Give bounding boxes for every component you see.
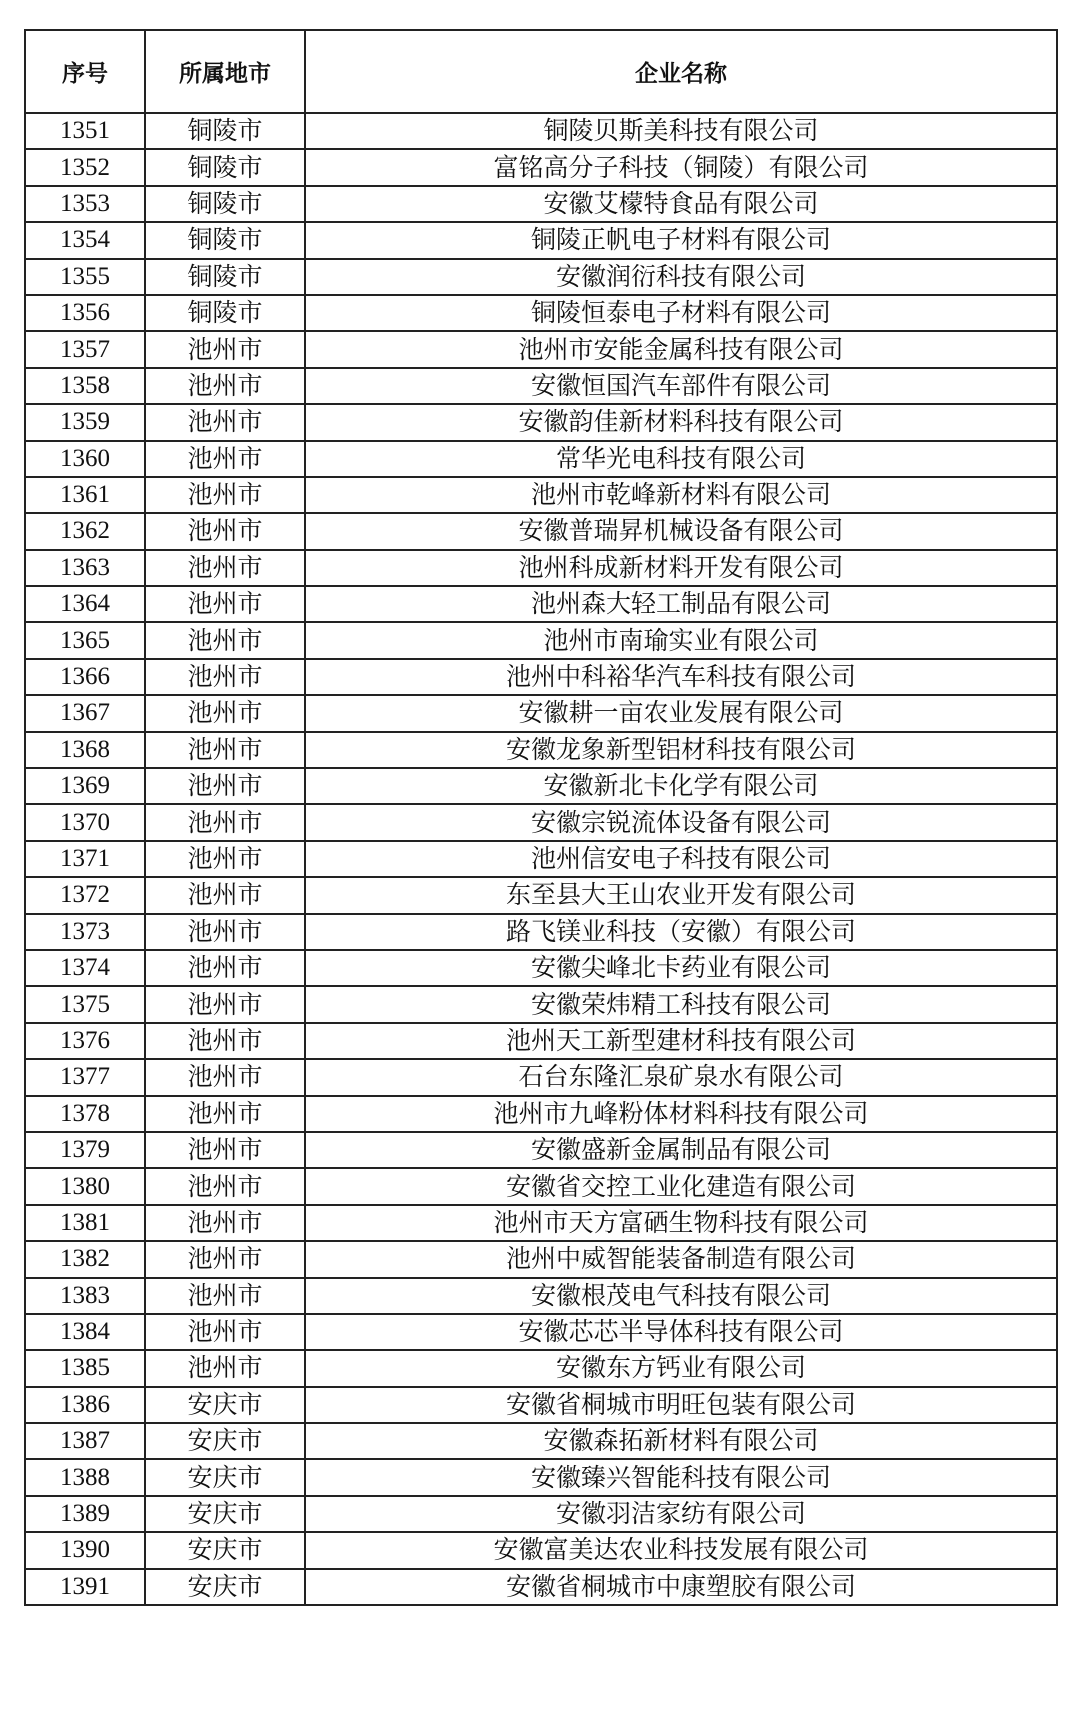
- city-cell: 池州市: [145, 986, 305, 1022]
- city-cell: 池州市: [145, 841, 305, 877]
- city-cell: 池州市: [145, 513, 305, 549]
- table-row: [25, 622, 1057, 658]
- serial-number-cell: 1375: [25, 986, 145, 1022]
- serial-number-cell: 1353: [25, 186, 145, 222]
- company-name-cell: 池州科成新材料开发有限公司: [305, 550, 1057, 586]
- city-cell: 池州市: [145, 1241, 305, 1277]
- company-name-cell: 池州天工新型建材科技有限公司: [305, 1023, 1057, 1059]
- company-name-cell: 池州中科裕华汽车科技有限公司: [305, 659, 1057, 695]
- company-name-cell: 安徽荣炜精工科技有限公司: [305, 986, 1057, 1022]
- table-row: [25, 295, 1057, 331]
- serial-number-cell: 1368: [25, 732, 145, 768]
- company-name-cell: 铜陵恒泰电子材料有限公司: [305, 295, 1057, 331]
- table-row: [25, 1278, 1057, 1314]
- table-row: [25, 1314, 1057, 1350]
- table-row: [25, 1350, 1057, 1386]
- city-cell: 铜陵市: [145, 113, 305, 149]
- company-name-cell: 安徽根茂电气科技有限公司: [305, 1278, 1057, 1314]
- company-name-cell: 池州中威智能装备制造有限公司: [305, 1241, 1057, 1277]
- serial-number-cell: 1356: [25, 295, 145, 331]
- table-row: [25, 804, 1057, 840]
- serial-number-cell: 1384: [25, 1314, 145, 1350]
- table-row: [25, 659, 1057, 695]
- table-row: [25, 768, 1057, 804]
- city-cell: 池州市: [145, 1278, 305, 1314]
- table-row: [25, 841, 1057, 877]
- serial-number-cell: 1364: [25, 586, 145, 622]
- city-cell: 池州市: [145, 768, 305, 804]
- serial-number-cell: 1360: [25, 441, 145, 477]
- city-cell: 安庆市: [145, 1387, 305, 1423]
- company-name-cell: 池州市天方富硒生物科技有限公司: [305, 1205, 1057, 1241]
- company-name-cell: 安徽新北卡化学有限公司: [305, 768, 1057, 804]
- company-name-cell: 富铭高分子科技（铜陵）有限公司: [305, 149, 1057, 185]
- table-row: [25, 877, 1057, 913]
- company-name-cell: 东至县大王山农业开发有限公司: [305, 877, 1057, 913]
- serial-number-cell: 1355: [25, 259, 145, 295]
- company-name-cell: 安徽东方钙业有限公司: [305, 1350, 1057, 1386]
- table-row: [25, 368, 1057, 404]
- table-row: [25, 1132, 1057, 1168]
- company-name-cell: 池州市乾峰新材料有限公司: [305, 477, 1057, 513]
- table-row: [25, 186, 1057, 222]
- serial-number-cell: 1367: [25, 695, 145, 731]
- header-company-name: 企业名称: [305, 30, 1057, 113]
- serial-number-cell: 1383: [25, 1278, 145, 1314]
- company-name-cell: 安徽韵佳新材料科技有限公司: [305, 404, 1057, 440]
- city-cell: 池州市: [145, 331, 305, 367]
- city-cell: 铜陵市: [145, 295, 305, 331]
- serial-number-cell: 1365: [25, 622, 145, 658]
- company-name-cell: 常华光电科技有限公司: [305, 441, 1057, 477]
- serial-number-cell: 1357: [25, 331, 145, 367]
- company-name-cell: 安徽富美达农业科技发展有限公司: [305, 1532, 1057, 1568]
- city-cell: 铜陵市: [145, 186, 305, 222]
- city-cell: 铜陵市: [145, 222, 305, 258]
- company-name-cell: 安徽艾檬特食品有限公司: [305, 186, 1057, 222]
- serial-number-cell: 1377: [25, 1059, 145, 1095]
- table-row: [25, 1205, 1057, 1241]
- table-row: [25, 1241, 1057, 1277]
- city-cell: 池州市: [145, 1314, 305, 1350]
- table-row: [25, 1496, 1057, 1532]
- table-row: [25, 695, 1057, 731]
- company-list-table: [24, 29, 1058, 1606]
- company-name-cell: 安徽宗锐流体设备有限公司: [305, 804, 1057, 840]
- serial-number-cell: 1386: [25, 1387, 145, 1423]
- city-cell: 池州市: [145, 914, 305, 950]
- city-cell: 池州市: [145, 622, 305, 658]
- city-cell: 池州市: [145, 477, 305, 513]
- table-row: [25, 732, 1057, 768]
- table-row: [25, 1023, 1057, 1059]
- city-cell: 池州市: [145, 1096, 305, 1132]
- table-row: [25, 1096, 1057, 1132]
- company-name-cell: 池州市九峰粉体材料科技有限公司: [305, 1096, 1057, 1132]
- city-cell: 池州市: [145, 368, 305, 404]
- city-cell: 安庆市: [145, 1569, 305, 1605]
- serial-number-cell: 1373: [25, 914, 145, 950]
- company-name-cell: 安徽普瑞昇机械设备有限公司: [305, 513, 1057, 549]
- serial-number-cell: 1391: [25, 1569, 145, 1605]
- city-cell: 池州市: [145, 1132, 305, 1168]
- serial-number-cell: 1390: [25, 1532, 145, 1568]
- serial-number-cell: 1379: [25, 1132, 145, 1168]
- company-name-cell: 安徽芯芯半导体科技有限公司: [305, 1314, 1057, 1350]
- header-row: [25, 30, 1057, 113]
- serial-number-cell: 1358: [25, 368, 145, 404]
- city-cell: 安庆市: [145, 1532, 305, 1568]
- table-row: [25, 441, 1057, 477]
- city-cell: 池州市: [145, 1168, 305, 1204]
- table-row: [25, 331, 1057, 367]
- company-name-cell: 安徽恒国汽车部件有限公司: [305, 368, 1057, 404]
- city-cell: 池州市: [145, 1023, 305, 1059]
- table-row: [25, 586, 1057, 622]
- city-cell: 池州市: [145, 695, 305, 731]
- table-row: [25, 259, 1057, 295]
- table-row: [25, 149, 1057, 185]
- company-name-cell: 池州森大轻工制品有限公司: [305, 586, 1057, 622]
- table-row: [25, 1459, 1057, 1495]
- serial-number-cell: 1374: [25, 950, 145, 986]
- city-cell: 池州市: [145, 550, 305, 586]
- table-row: [25, 1059, 1057, 1095]
- company-name-cell: 安徽羽洁家纺有限公司: [305, 1496, 1057, 1532]
- serial-number-cell: 1376: [25, 1023, 145, 1059]
- city-cell: 池州市: [145, 586, 305, 622]
- table-row: [25, 513, 1057, 549]
- city-cell: 安庆市: [145, 1459, 305, 1495]
- table-row: [25, 1532, 1057, 1568]
- company-name-cell: 路飞镁业科技（安徽）有限公司: [305, 914, 1057, 950]
- company-name-cell: 池州市安能金属科技有限公司: [305, 331, 1057, 367]
- city-cell: 安庆市: [145, 1423, 305, 1459]
- company-name-cell: 安徽森拓新材料有限公司: [305, 1423, 1057, 1459]
- serial-number-cell: 1363: [25, 550, 145, 586]
- company-name-cell: 池州信安电子科技有限公司: [305, 841, 1057, 877]
- serial-number-cell: 1361: [25, 477, 145, 513]
- serial-number-cell: 1378: [25, 1096, 145, 1132]
- company-name-cell: 安徽盛新金属制品有限公司: [305, 1132, 1057, 1168]
- city-cell: 池州市: [145, 877, 305, 913]
- table-row: [25, 1168, 1057, 1204]
- company-name-cell: 安徽省桐城市明旺包装有限公司: [305, 1387, 1057, 1423]
- serial-number-cell: 1387: [25, 1423, 145, 1459]
- city-cell: 池州市: [145, 404, 305, 440]
- city-cell: 池州市: [145, 441, 305, 477]
- company-name-cell: 安徽省桐城市中康塑胶有限公司: [305, 1569, 1057, 1605]
- city-cell: 安庆市: [145, 1496, 305, 1532]
- serial-number-cell: 1371: [25, 841, 145, 877]
- company-name-cell: 安徽润衍科技有限公司: [305, 259, 1057, 295]
- city-cell: 池州市: [145, 659, 305, 695]
- table-row: [25, 477, 1057, 513]
- city-cell: 池州市: [145, 1350, 305, 1386]
- table-row: [25, 914, 1057, 950]
- city-cell: 铜陵市: [145, 259, 305, 295]
- city-cell: 池州市: [145, 1059, 305, 1095]
- serial-number-cell: 1366: [25, 659, 145, 695]
- city-cell: 池州市: [145, 950, 305, 986]
- company-name-cell: 铜陵贝斯美科技有限公司: [305, 113, 1057, 149]
- serial-number-cell: 1388: [25, 1459, 145, 1495]
- city-cell: 池州市: [145, 1205, 305, 1241]
- table-row: [25, 1423, 1057, 1459]
- company-name-cell: 安徽尖峰北卡药业有限公司: [305, 950, 1057, 986]
- serial-number-cell: 1354: [25, 222, 145, 258]
- serial-number-cell: 1372: [25, 877, 145, 913]
- serial-number-cell: 1369: [25, 768, 145, 804]
- table-body: [25, 113, 1057, 1605]
- serial-number-cell: 1389: [25, 1496, 145, 1532]
- company-name-cell: 安徽省交控工业化建造有限公司: [305, 1168, 1057, 1204]
- company-name-cell: 石台东隆汇泉矿泉水有限公司: [305, 1059, 1057, 1095]
- table-row: [25, 113, 1057, 149]
- serial-number-cell: 1382: [25, 1241, 145, 1277]
- company-name-cell: 安徽耕一亩农业发展有限公司: [305, 695, 1057, 731]
- serial-number-cell: 1351: [25, 113, 145, 149]
- table-row: [25, 404, 1057, 440]
- company-name-cell: 池州市南瑜实业有限公司: [305, 622, 1057, 658]
- serial-number-cell: 1385: [25, 1350, 145, 1386]
- header-city: 所属地市: [145, 30, 305, 113]
- header-serial-number: 序号: [25, 30, 145, 113]
- serial-number-cell: 1381: [25, 1205, 145, 1241]
- company-name-cell: 安徽龙象新型铝材科技有限公司: [305, 732, 1057, 768]
- table-row: [25, 950, 1057, 986]
- table-header: [25, 30, 1057, 113]
- city-cell: 池州市: [145, 804, 305, 840]
- table-row: [25, 986, 1057, 1022]
- serial-number-cell: 1362: [25, 513, 145, 549]
- serial-number-cell: 1370: [25, 804, 145, 840]
- serial-number-cell: 1359: [25, 404, 145, 440]
- table-row: [25, 1387, 1057, 1423]
- city-cell: 铜陵市: [145, 149, 305, 185]
- table-row: [25, 550, 1057, 586]
- company-name-cell: 安徽臻兴智能科技有限公司: [305, 1459, 1057, 1495]
- serial-number-cell: 1380: [25, 1168, 145, 1204]
- table-row: [25, 1569, 1057, 1605]
- company-name-cell: 铜陵正帆电子材料有限公司: [305, 222, 1057, 258]
- city-cell: 池州市: [145, 732, 305, 768]
- table-row: [25, 222, 1057, 258]
- serial-number-cell: 1352: [25, 149, 145, 185]
